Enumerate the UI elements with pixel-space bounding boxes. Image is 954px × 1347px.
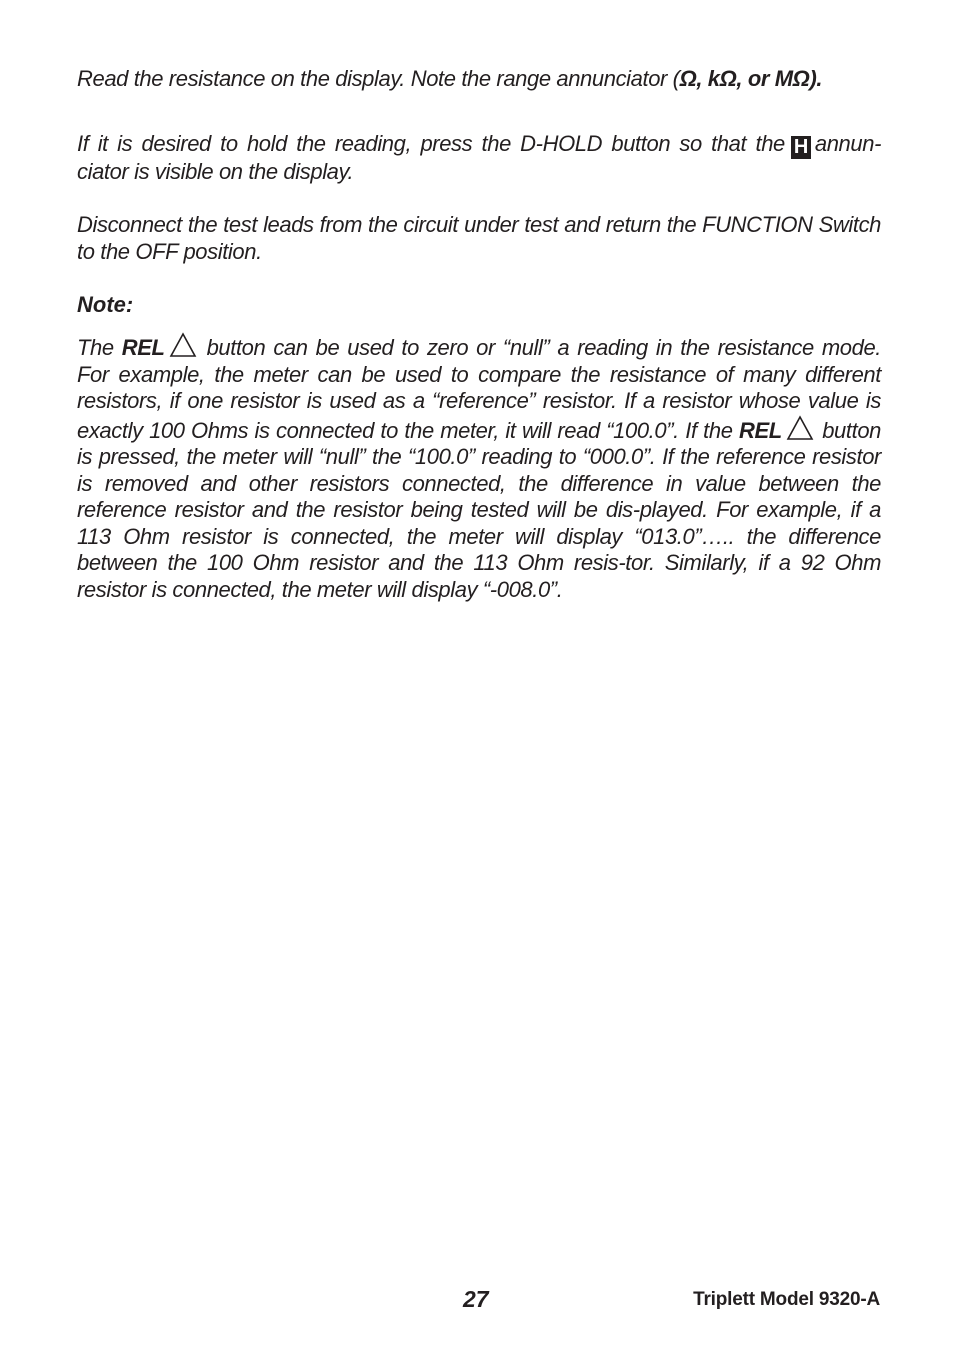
rel-label: REL: [121, 335, 165, 360]
page-content: [77, 66, 881, 603]
delta-triangle-icon: [169, 332, 197, 358]
footer-model-name: Triplett Model 9320-A: [693, 1289, 880, 1310]
delta-triangle-icon: [786, 415, 814, 441]
page-number: 27: [463, 1286, 489, 1312]
paragraph-text: If it is desired to hold the reading, press the D-HOLD button so that the: [77, 130, 785, 156]
paragraph-disconnect-leads: [77, 212, 881, 265]
note-heading: Note:: [77, 292, 134, 317]
paragraph-text: Read the resistance on the display. Note the range annunciator (: [77, 66, 680, 91]
paragraph-hold-reading: [77, 131, 881, 186]
paragraph-text: button can be used to zero or “null” a reading in the resistance mode. For example, the meter can be used to compare the resistance of many different resistors, if one resistor is used as a “reference” resistor. If a resistor whose value is exactly 100 Ohms is connected to the meter, it will read “100.0”. If the: [77, 335, 882, 443]
paragraph-rel-note: [77, 332, 881, 603]
paragraph-text: button is pressed, the meter will “null” the “100.0” reading to “000.0”. If the reference resistor is removed and other resistors connected, the difference in value between the reference resistor and the resistor being tested will be dis-played. For example, if a 113 Ohm resistor is connected, the meter will display “013.0”….. the difference between the 100 Ohm resistor and the 113 Ohm resis-tor. Similarly, if a 92 Ohm resistor is connected, the meter will display “-008.0”.: [77, 417, 881, 602]
paragraph-read-resistance: [77, 66, 881, 93]
hold-annunciator-icon: H: [791, 136, 811, 159]
range-units: Ω, kΩ, or MΩ).: [679, 66, 823, 91]
paragraph-text: The: [77, 335, 114, 360]
paragraph-text: Disconnect the test leads from the circuit under test and return the FUNCTION Switch to the OFF position.: [77, 212, 881, 264]
rel-label: REL: [738, 417, 782, 443]
paragraph-text: annun-ciator is visible on the display.: [77, 130, 881, 184]
